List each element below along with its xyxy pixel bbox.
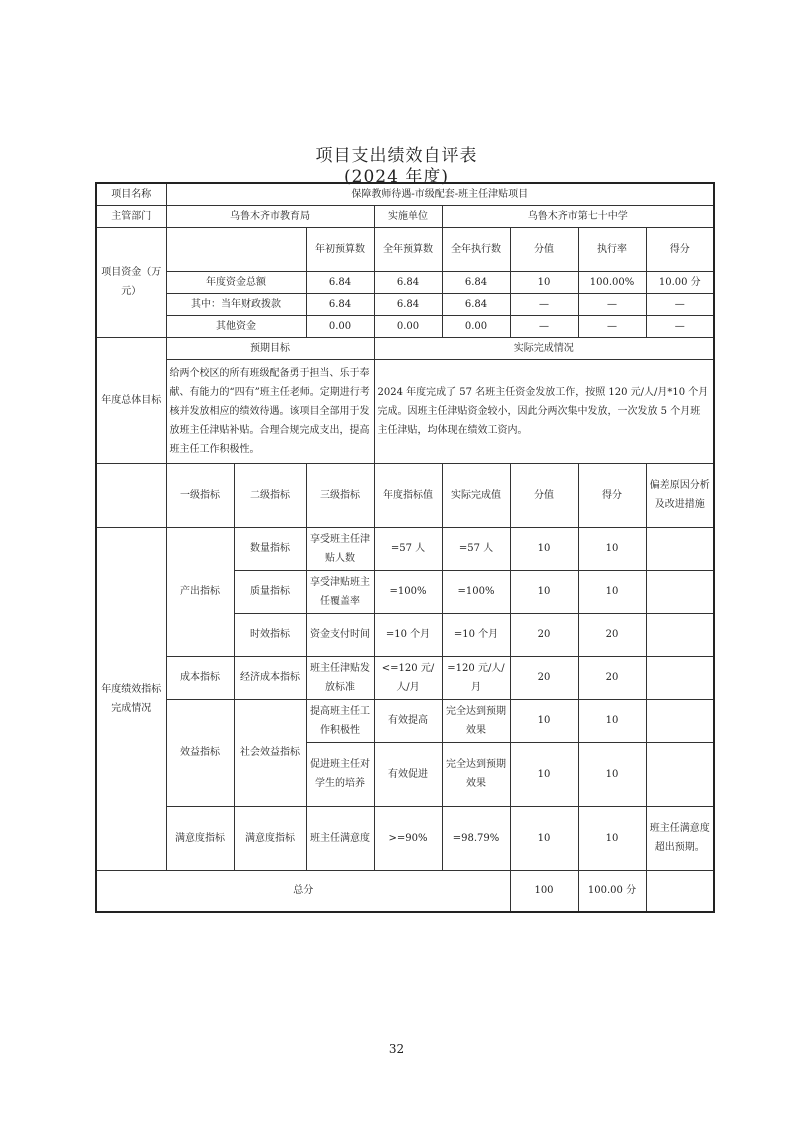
funds-cell: 10.00 分 xyxy=(646,271,714,293)
unit-label: 实施单位 xyxy=(374,205,442,227)
got-cell: 20 xyxy=(578,656,646,699)
indicator-header: 一级指标 xyxy=(166,463,234,527)
dept-label: 主管部门 xyxy=(96,205,166,227)
expected-header: 预期目标 xyxy=(166,337,374,359)
funds-cell: 100.00% xyxy=(578,271,646,293)
funds-cell: 6.84 xyxy=(374,271,442,293)
funds-header-blank xyxy=(166,227,306,271)
level2-cell: 经济成本指标 xyxy=(234,656,306,699)
level3-cell: 班主任满意度 xyxy=(306,806,374,870)
level1-cost: 成本指标 xyxy=(166,656,234,699)
target-cell: 有效促进 xyxy=(374,742,442,806)
page-number: 32 xyxy=(388,1042,405,1056)
funds-cell: — xyxy=(646,315,714,337)
indicator-header: 三级指标 xyxy=(306,463,374,527)
funds-cell: — xyxy=(578,315,646,337)
funds-cell: 0.00 xyxy=(374,315,442,337)
page-title: 项目支出绩效自评表 xyxy=(315,146,478,166)
level1-benefit: 效益指标 xyxy=(166,699,234,806)
funds-cell: 10 xyxy=(510,271,578,293)
target-cell: =57 人 xyxy=(374,527,442,570)
funds-cell: — xyxy=(510,293,578,315)
indicator-header: 二级指标 xyxy=(234,463,306,527)
target-cell: <=120 元/人/月 xyxy=(374,656,442,699)
project-name: 保障教师待遇-市级配套-班主任津贴项目 xyxy=(166,183,714,205)
note-cell xyxy=(646,656,714,699)
level2-cell: 社会效益指标 xyxy=(234,699,306,806)
target-cell: 有效提高 xyxy=(374,699,442,742)
funds-cell: 6.84 xyxy=(442,293,510,315)
level3-cell: 提高班主任工作积极性 xyxy=(306,699,374,742)
funds-header: 得分 xyxy=(646,227,714,271)
score-cell: 10 xyxy=(510,806,578,870)
total-got: 100.00 分 xyxy=(578,870,646,912)
funds-cell: 6.84 xyxy=(442,271,510,293)
target-cell: =10 个月 xyxy=(374,613,442,656)
note-cell xyxy=(646,742,714,806)
score-cell: 10 xyxy=(510,742,578,806)
funds-row-name: 其中：当年财政拨款 xyxy=(166,293,306,315)
note-cell xyxy=(646,613,714,656)
funds-cell: — xyxy=(510,315,578,337)
got-cell: 10 xyxy=(578,570,646,613)
score-cell: 20 xyxy=(510,613,578,656)
funds-header: 年初预算数 xyxy=(306,227,374,271)
level2-cell: 质量指标 xyxy=(234,570,306,613)
level2-cell: 时效指标 xyxy=(234,613,306,656)
dept-value: 乌鲁木齐市教育局 xyxy=(166,205,374,227)
level1-output: 产出指标 xyxy=(166,527,234,656)
note-cell xyxy=(646,527,714,570)
level3-cell: 资金支付时间 xyxy=(306,613,374,656)
level3-cell: 享受班主任津贴人数 xyxy=(306,527,374,570)
actual-cell: =57 人 xyxy=(442,527,510,570)
indicator-header: 实际完成值 xyxy=(442,463,510,527)
actual-cell: 完全达到预期效果 xyxy=(442,699,510,742)
got-cell: 10 xyxy=(578,699,646,742)
note-cell xyxy=(646,570,714,613)
funds-header: 执行率 xyxy=(578,227,646,271)
indicator-header: 分值 xyxy=(510,463,578,527)
level2-cell: 数量指标 xyxy=(234,527,306,570)
target-cell: >=90% xyxy=(374,806,442,870)
actual-cell: =120 元/人/月 xyxy=(442,656,510,699)
funds-cell: 6.84 xyxy=(374,293,442,315)
indicators-label: 年度绩效指标完成情况 xyxy=(96,527,166,870)
project-name-label: 项目名称 xyxy=(96,183,166,205)
score-cell: 10 xyxy=(510,527,578,570)
funds-row-name: 其他资金 xyxy=(166,315,306,337)
level2-cell: 满意度指标 xyxy=(234,806,306,870)
indicator-header: 年度指标值 xyxy=(374,463,442,527)
funds-label: 项目资金（万元） xyxy=(96,227,166,337)
actual-cell: 完全达到预期效果 xyxy=(442,742,510,806)
level1-satisfaction: 满意度指标 xyxy=(166,806,234,870)
funds-header: 分值 xyxy=(510,227,578,271)
funds-header: 全年执行数 xyxy=(442,227,510,271)
actual-cell: =100% xyxy=(442,570,510,613)
level3-cell: 班主任津贴发放标准 xyxy=(306,656,374,699)
funds-cell: — xyxy=(578,293,646,315)
funds-cell: 0.00 xyxy=(442,315,510,337)
funds-cell: — xyxy=(646,293,714,315)
note-cell: 班主任满意度超出预期。 xyxy=(646,806,714,870)
indicator-header: 偏差原因分析及改进措施 xyxy=(646,463,714,527)
got-cell: 10 xyxy=(578,806,646,870)
total-label: 总分 xyxy=(96,870,510,912)
total-score: 100 xyxy=(510,870,578,912)
funds-header: 全年预算数 xyxy=(374,227,442,271)
indicator-header: 得分 xyxy=(578,463,646,527)
actual-goal-text: 2024 年度完成了 57 名班主任资金发放工作，按照 120 元/人/月*10 个月完成。因班主任津贴资金较小，因此分两次集中发放，一次发放 5 个月班主任津贴，均体现在绩效工资内。 xyxy=(374,359,714,463)
actual-header: 实际完成情况 xyxy=(374,337,714,359)
note-cell xyxy=(646,699,714,742)
score-cell: 20 xyxy=(510,656,578,699)
got-cell: 20 xyxy=(578,613,646,656)
indicators-header-blank xyxy=(96,463,166,527)
actual-cell: =10 个月 xyxy=(442,613,510,656)
evaluation-table xyxy=(95,182,715,913)
funds-cell: 0.00 xyxy=(306,315,374,337)
score-cell: 10 xyxy=(510,570,578,613)
level3-cell: 享受津贴班主任覆盖率 xyxy=(306,570,374,613)
actual-cell: =98.79% xyxy=(442,806,510,870)
total-note xyxy=(646,870,714,912)
funds-cell: 6.84 xyxy=(306,271,374,293)
level3-cell: 促进班主任对学生的培养 xyxy=(306,742,374,806)
goal-label: 年度总体目标 xyxy=(96,337,166,463)
unit-value: 乌鲁木齐市第七十中学 xyxy=(442,205,714,227)
expected-goal-text: 给两个校区的所有班级配备勇于担当、乐于奉献、有能力的“四有”班主任老师。定期进行考核并发放相应的绩效待遇。该项目全部用于发放班主任津贴补贴。合理合规完成支出，提高班主任工作积极性。 xyxy=(166,359,374,463)
funds-cell: 6.84 xyxy=(306,293,374,315)
score-cell: 10 xyxy=(510,699,578,742)
page-subtitle: (2024 年度) xyxy=(344,167,449,187)
got-cell: 10 xyxy=(578,527,646,570)
target-cell: =100% xyxy=(374,570,442,613)
got-cell: 10 xyxy=(578,742,646,806)
funds-row-name: 年度资金总额 xyxy=(166,271,306,293)
